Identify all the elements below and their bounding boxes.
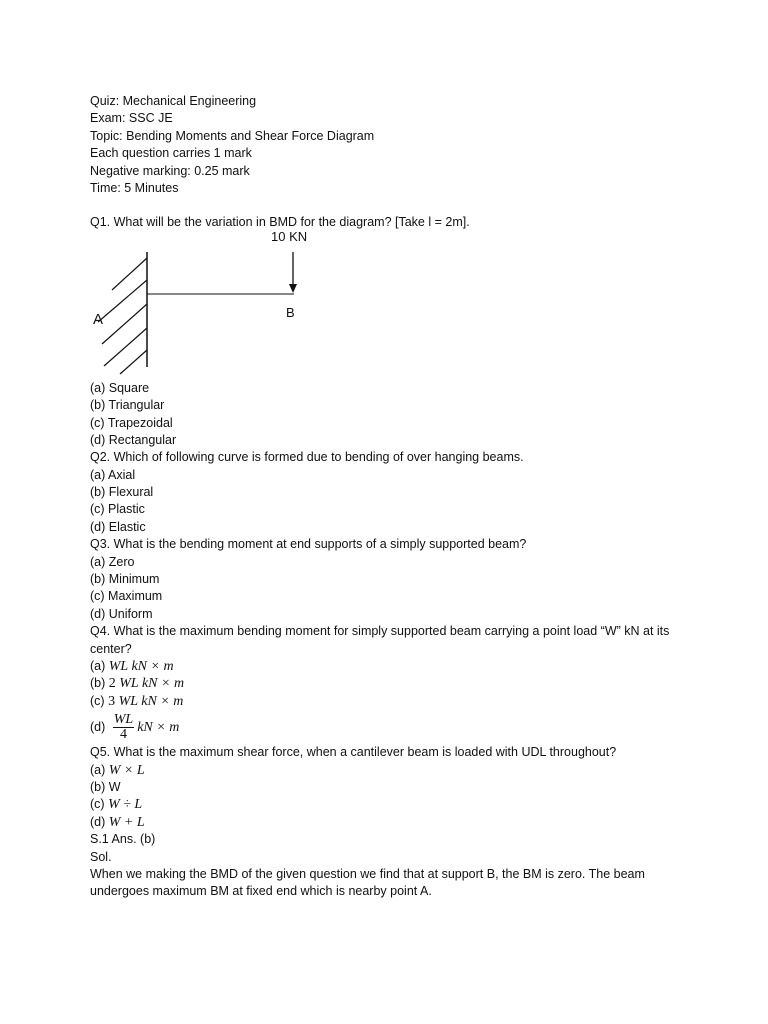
q4-option-d <box>90 710 690 744</box>
q5-option-a-prefix: (a) <box>90 762 109 777</box>
q4-option-d-fraction <box>113 713 134 742</box>
q2-option-c: (c) Plastic <box>90 502 145 517</box>
question-3 <box>90 536 690 553</box>
cantilever-beam-figure <box>90 232 690 380</box>
q5-option-c-prefix: (c) <box>90 797 109 812</box>
q1-option-c: (c) Trapezoidal <box>90 415 173 430</box>
fraction-denominator: 4 <box>119 727 127 743</box>
q4-option-b <box>90 675 690 692</box>
q3-option-a: (a) Zero <box>90 554 135 569</box>
question-1-label: Q1. <box>90 215 111 230</box>
load-arrow-head <box>289 284 297 293</box>
question-5-text: What is the maximum shear force, when a cantilever beam is loaded with UDL throughout? <box>110 745 617 760</box>
exam-name: Exam: SSC JE <box>90 111 173 126</box>
negative-marking-info: Negative marking: 0.25 mark <box>90 163 250 178</box>
q1-option-d: (d) Rectangular <box>90 432 177 447</box>
q4-option-a-prefix: (a) <box>90 659 109 674</box>
question-4 <box>90 623 690 658</box>
fraction-numerator: WL <box>113 712 134 728</box>
question-5 <box>90 744 690 761</box>
quiz-document <box>90 93 690 901</box>
q5-option-d-prefix: (d) <box>90 814 109 829</box>
q2-option-d: (d) Elastic <box>90 519 146 534</box>
q1-option-a: (a) Square <box>90 380 150 395</box>
time-info: Time: 5 Minutes <box>90 180 179 195</box>
question-4-label: Q4. <box>90 624 111 639</box>
q4-option-c-prefix: (c) <box>90 693 109 708</box>
q4-option-d-formula: kN × m <box>137 720 180 736</box>
question-1-text: What will be the variation in BMD for the diagram? [Take l = 2m]. <box>110 215 470 230</box>
q3-option-c: (c) Maximum <box>90 589 163 604</box>
q4-option-c-formula: WL kN × m <box>118 693 184 709</box>
q4-option-c <box>90 693 690 710</box>
q5-option-a-formula: W × L <box>108 762 145 778</box>
q4-option-a <box>90 658 690 675</box>
point-a-label: A <box>93 310 104 328</box>
cantilever-diagram <box>90 232 690 380</box>
q2-option-a: (a) Axial <box>90 467 136 482</box>
q1-option-b: (b) Triangular <box>90 398 165 413</box>
question-2-label: Q2. <box>90 450 111 465</box>
q4-option-b-formula: WL kN × m <box>119 676 185 692</box>
solution-label: Sol. <box>90 849 112 864</box>
q5-option-d-formula: W + L <box>108 814 145 830</box>
q5-option-a <box>90 762 690 779</box>
question-3-label: Q3. <box>90 537 111 552</box>
question-2-text: Which of following curve is formed due to bending of over hanging beams. <box>110 450 524 465</box>
q3-option-d: (d) Uniform <box>90 606 153 621</box>
q5-option-c <box>90 796 690 813</box>
topic-name: Topic: Bending Moments and Shear Force Diagram <box>90 128 375 143</box>
point-b-label: B <box>286 304 295 320</box>
question-5-label: Q5. <box>90 745 111 760</box>
question-4-text: What is the maximum bending moment for simply supported beam carrying a point load “W” kN at its center? <box>90 624 670 656</box>
q3-option-b: (b) Minimum <box>90 572 160 587</box>
quiz-title: Quiz: Mechanical Engineering <box>90 94 257 108</box>
q4-option-d-prefix: (d) <box>90 720 109 735</box>
wall-hatching <box>98 258 147 374</box>
q5-option-b: (b) W <box>90 779 121 794</box>
question-1 <box>90 214 690 231</box>
q4-option-a-formula: WL kN × m <box>108 659 174 675</box>
q5-option-d <box>90 814 690 831</box>
solution-answer: S.1 Ans. (b) <box>90 832 156 847</box>
q4-option-c-coefficient: 3 <box>108 693 119 709</box>
q4-option-b-prefix: (b) <box>90 676 109 691</box>
marks-info: Each question carries 1 mark <box>90 146 252 161</box>
solution-text: When we making the BMD of the given question we find that at support B, the BM is zero. The beam undergoes maximum BM at fixed end which is nearby point A. <box>90 866 645 899</box>
load-label: 10 KN <box>271 231 308 244</box>
q4-option-b-coefficient: 2 <box>108 676 120 692</box>
q5-option-c-formula: W ÷ L <box>108 797 143 813</box>
question-2 <box>90 449 690 466</box>
question-3-text: What is the bending moment at end supports of a simply supported beam? <box>110 537 527 552</box>
q2-option-b: (b) Flexural <box>90 485 154 500</box>
